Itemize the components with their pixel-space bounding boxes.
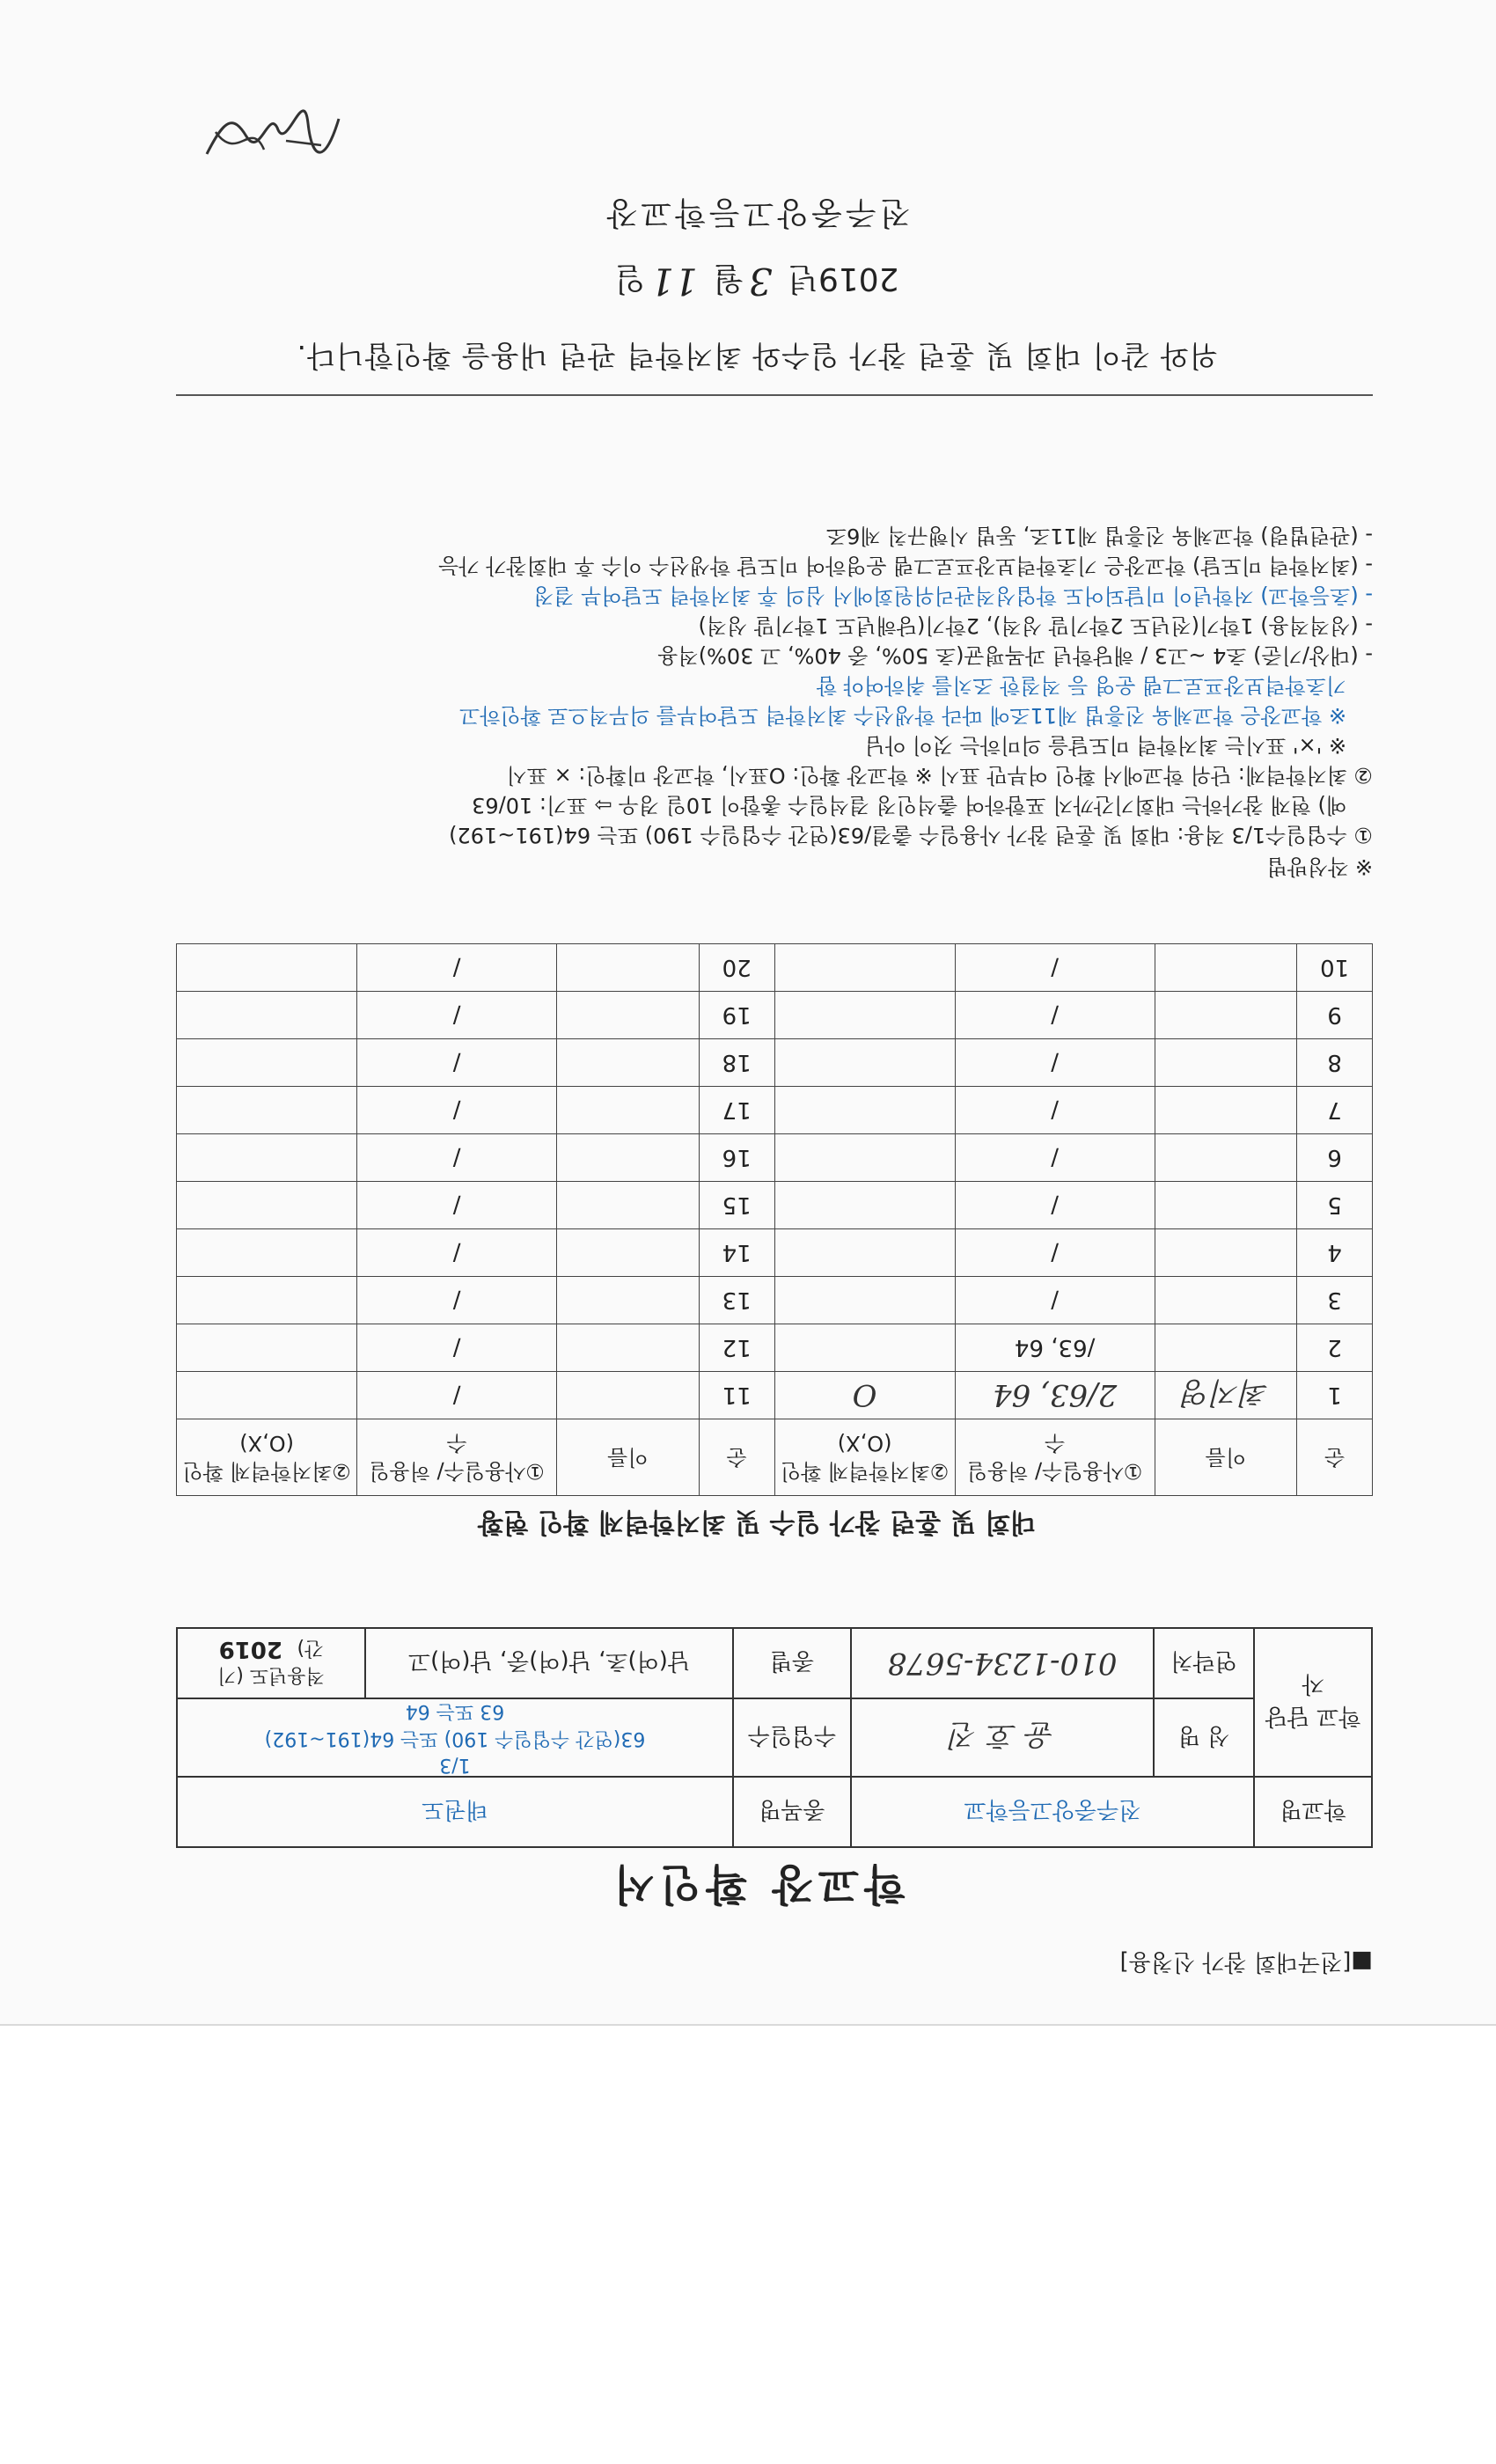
table-cell: /	[357, 1087, 557, 1134]
gender-value: 남(여)초, 남(여)중, 남(여)고	[365, 1628, 733, 1698]
school-info-table	[176, 1627, 1373, 1848]
table-cell: 6	[1297, 1134, 1373, 1182]
table-cell: /	[357, 992, 557, 1039]
date-year: 2019년	[788, 260, 899, 297]
note-6: - (성적적용) 1학기(전년도 2학기말 성적), 2학기(당해년도 1학기말 성적)	[698, 613, 1373, 638]
handwritten-signature	[198, 101, 348, 172]
table-cell	[1155, 1134, 1297, 1182]
table-cell	[177, 944, 357, 992]
date-line: 2019년 3월 11일	[614, 260, 899, 303]
col-no: 순	[1297, 1419, 1373, 1496]
table-cell: 2/63, 64	[955, 1372, 1155, 1419]
class-days-detail: 63(연간 수업일수 190) 또는 64(191~192)	[264, 1727, 646, 1749]
table-cell	[177, 1324, 357, 1372]
table-cell	[774, 1087, 955, 1134]
table-cell	[177, 1039, 357, 1087]
sport-value: 태권도	[177, 1777, 733, 1847]
table-cell: 3	[1297, 1277, 1373, 1324]
table-cell: 12	[699, 1324, 774, 1372]
note-8: - (최저학력 미도달) 학교장은 기초학력보장프로그램 운영하여 미도달 학생선수 이수 후 대회참가 가능	[438, 554, 1373, 578]
table-row	[177, 992, 1373, 1039]
table-cell: 15	[699, 1182, 774, 1229]
class-days-label: 수업일수	[733, 1698, 851, 1777]
manager-label: 학교 담당자	[1254, 1628, 1372, 1777]
table-cell	[557, 1229, 700, 1277]
table-cell	[557, 1277, 700, 1324]
table-cell	[177, 1134, 357, 1182]
table-cell	[1155, 1324, 1297, 1372]
table-cell	[1155, 992, 1297, 1039]
table-cell	[557, 1324, 700, 1372]
table-cell: 최지영	[1155, 1372, 1297, 1419]
table-cell: 10	[1297, 944, 1373, 992]
table-cell	[774, 1324, 955, 1372]
note-3: ※ '×' 표시는 최저학력 미도달을 의미하는 것이 아님	[864, 733, 1346, 758]
table-cell	[1155, 1229, 1297, 1277]
table-cell: /	[955, 1087, 1155, 1134]
table-cell: 13	[699, 1277, 774, 1324]
class-days-cell	[177, 1698, 733, 1777]
table-cell: /	[357, 1039, 557, 1087]
table-cell: /	[357, 1134, 557, 1182]
table-cell	[557, 992, 700, 1039]
section-title: 대회 및 훈련 참가 일수 및 최저학력제 확인 현황	[477, 1507, 1037, 1537]
table-cell	[774, 1182, 955, 1229]
table-cell: /	[955, 992, 1155, 1039]
page-edge-line	[0, 2024, 1496, 2026]
table-row	[177, 1134, 1373, 1182]
date-month: 3	[748, 260, 773, 303]
table-cell	[177, 1087, 357, 1134]
table-cell	[1155, 1039, 1297, 1087]
table-cell	[557, 1182, 700, 1229]
table-cell: /	[955, 1039, 1155, 1087]
table-cell	[774, 1134, 955, 1182]
table-cell: 18	[699, 1039, 774, 1087]
table-cell	[774, 1039, 955, 1087]
class-days-value: 63 또는 64	[405, 1700, 505, 1722]
table-cell	[774, 1277, 955, 1324]
writing-instructions	[167, 519, 1373, 880]
table-cell: /	[357, 1372, 557, 1419]
contact-label: 연락처	[1154, 1628, 1254, 1698]
table-cell: 2	[1297, 1324, 1373, 1372]
upside-down-document	[132, 26, 1382, 1998]
note-4: ※ 학교장은 학교체육 진흥법 제11조에 따라 학생선수 최저학력 도달여부를 의무적으로 확인하고	[459, 703, 1346, 728]
table-cell	[774, 944, 955, 992]
name-value: 윤 호 진	[851, 1698, 1154, 1777]
table-cell: 5	[1297, 1182, 1373, 1229]
table-cell	[1155, 944, 1297, 992]
school-name: 전주중앙고등학교	[851, 1777, 1254, 1847]
attendance-table	[176, 943, 1373, 1496]
table-cell	[177, 1182, 357, 1229]
table-row	[177, 1372, 1373, 1419]
note-5: - (대상/기준) 초4 ~고3 / 해당학년 과목평균(초 50%, 중 40%, 고 30%)적용	[657, 643, 1373, 668]
table-cell: 11	[699, 1372, 774, 1419]
confirmation-text: 위와 같이 대회 및 훈련 참가 일수와 최저학력 관련 내용을 확인합니다.	[296, 339, 1218, 373]
table-cell: 1	[1297, 1372, 1373, 1419]
separator-line	[176, 394, 1373, 396]
table-cell: 19	[699, 992, 774, 1039]
table-cell: 16	[699, 1134, 774, 1182]
table-cell: /	[357, 944, 557, 992]
col-allowed-2: ①사용일수/ 허용일수	[357, 1419, 557, 1496]
table-cell: O	[774, 1372, 955, 1419]
table-cell: 7	[1297, 1087, 1373, 1134]
col-check: ②최저학력제 확인(O,X)	[774, 1419, 955, 1496]
table-cell: /	[955, 1134, 1155, 1182]
table-cell: 9	[1297, 992, 1373, 1039]
year-cell: 적용년도 (기간) 2019	[177, 1628, 365, 1698]
school-label: 학교명	[1254, 1777, 1372, 1847]
table-cell	[557, 1372, 700, 1419]
table-cell	[774, 1229, 955, 1277]
table-row	[177, 1039, 1373, 1087]
class-days-fraction: 1/3	[439, 1754, 471, 1776]
table-cell: /	[955, 1229, 1155, 1277]
table-row	[177, 1324, 1373, 1372]
document-title: 학교장 확인서	[608, 1859, 906, 1909]
table-cell: /	[357, 1277, 557, 1324]
sport-label: 종목명	[733, 1777, 851, 1847]
contact-value: 010-1234-5678	[851, 1628, 1154, 1698]
name-label: 성 명	[1154, 1698, 1254, 1777]
table-cell	[1155, 1182, 1297, 1229]
note-1-example: 예) 현재 참가하는 대회기간까지 포함하여 출석인정 결석일수 총합이 10일 경우 ⇨ 표기: 10/63	[472, 793, 1346, 818]
table-cell	[557, 1087, 700, 1134]
table-cell	[177, 1372, 357, 1419]
attendance-rows	[177, 944, 1373, 1419]
note-7: - (초등학교) 저학년이 미달되어도 학업성적관리위원회에서 심의 후 최저학력 도달여부 결정	[533, 583, 1373, 608]
table-cell	[177, 1229, 357, 1277]
table-cell	[557, 1039, 700, 1087]
note-4-cont: 기초학력보장프로그램 운영 등 적절한 조치를 취하여야 함	[816, 673, 1346, 698]
note-9: - (관련법령) 학교체육 진흥법 제11조, 동법 시행규칙 제6조	[825, 524, 1373, 548]
table-cell: /	[955, 1277, 1155, 1324]
note-1: ① 수업일수1/3 적용: 대회 및 훈련 참가 사용일수 출결/63(연간 수업일수 190) 또는 64(191~192)	[449, 823, 1373, 847]
gender-label: 종별	[733, 1628, 851, 1698]
table-cell: 20	[699, 944, 774, 992]
table-row	[177, 1229, 1373, 1277]
table-cell: /	[357, 1182, 557, 1229]
table-cell	[177, 1277, 357, 1324]
table-cell: 14	[699, 1229, 774, 1277]
note-2: ② 최저학력제: 단위 학교에서 확인 여부만 표시 ※ 학교장 확인: O표시, 학교장 미확인: × 표시	[506, 763, 1373, 788]
table-cell: /	[357, 1229, 557, 1277]
col-check-2: ②최저학력제 확인(O,X)	[177, 1419, 357, 1496]
table-cell: /	[955, 1182, 1155, 1229]
table-cell: /	[357, 1324, 557, 1372]
col-no-2: 순	[699, 1419, 774, 1496]
table-cell: 17	[699, 1087, 774, 1134]
col-name: 이름	[1155, 1419, 1297, 1496]
table-row	[177, 1087, 1373, 1134]
table-row	[177, 1182, 1373, 1229]
table-cell	[774, 992, 955, 1039]
table-cell	[177, 992, 357, 1039]
table-cell: /	[955, 944, 1155, 992]
table-cell: /63, 64	[955, 1324, 1155, 1372]
table-row	[177, 1277, 1373, 1324]
col-name-2: 이름	[557, 1419, 700, 1496]
table-cell	[1155, 1087, 1297, 1134]
table-cell	[1155, 1277, 1297, 1324]
school-principal-sign: 전주중앙고등학교장	[603, 194, 911, 231]
col-allowed: ①사용일수/ 허용일수	[955, 1419, 1155, 1496]
table-cell: 4	[1297, 1229, 1373, 1277]
table-row	[177, 944, 1373, 992]
table-cell	[557, 944, 700, 992]
notes-heading: ※ 작성방법	[1266, 854, 1373, 879]
table-cell	[557, 1134, 700, 1182]
table-cell: 8	[1297, 1039, 1373, 1087]
date-day: 11	[650, 260, 698, 303]
category-label: ■[전국대회 참가 신청용]	[1119, 1948, 1373, 1975]
